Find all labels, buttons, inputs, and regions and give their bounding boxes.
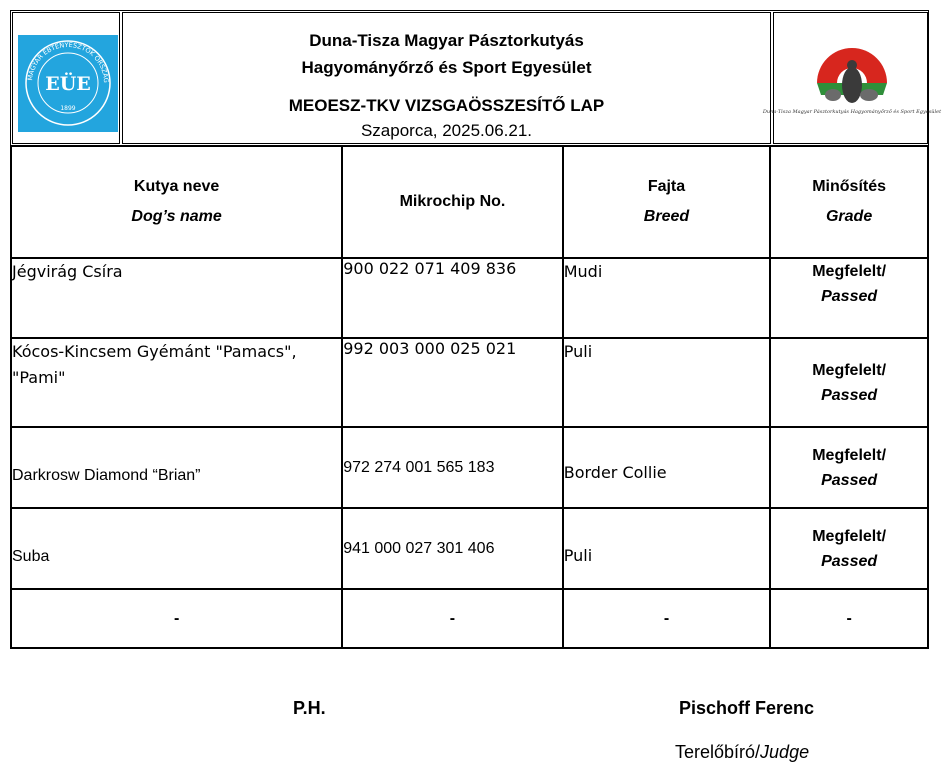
grade-cell: Megfelelt/ Passed [770, 258, 928, 338]
table-row [11, 589, 928, 648]
svg-text:MAGYAR EBTENYÉSZTŐK ORSZÁGOS E: MAGYAR EBTENYÉSZTŐK ORSZÁG [26, 40, 111, 84]
dog-name-cell: - [11, 589, 342, 648]
table-row [11, 338, 928, 427]
column-header-microchip: Mikrochip No. [342, 146, 563, 258]
breed-cell: Border Collie [563, 427, 771, 508]
breed-cell: Puli [563, 508, 771, 589]
grade-cell: Megfelelt/ Passed [770, 338, 928, 427]
microchip-cell: - [342, 589, 563, 648]
meoesz-logo [18, 35, 118, 132]
document-header [10, 10, 942, 146]
table-header-row [11, 146, 928, 258]
dog-name-cell: Darkrosw Diamond “Brian” [11, 427, 342, 508]
dog-name-cell: Suba [11, 508, 342, 589]
svg-text:Duna-Tisza Magyar Pásztorkutyá: Duna-Tisza Magyar Pásztorkutyás Hagyományőrző és Sport Egyesület [762, 109, 942, 115]
organization-name-line2: Hagyományőrző és Sport Egyesület [301, 58, 592, 77]
dog-name-cell: Jégvirág Csíra [11, 258, 342, 338]
table-row [11, 258, 928, 338]
organization-name-line1: Duna-Tisza Magyar Pásztorkutyás [309, 31, 584, 50]
breed-cell: Mudi [563, 258, 771, 338]
stamp-placeholder: P.H. [293, 698, 326, 718]
header-title-cell [122, 12, 771, 144]
document-title: MEOESZ-TKV VIZSGAÖSSZESÍTŐ LAP [288, 96, 605, 115]
microchip-cell: 992 003 000 025 021 [342, 338, 563, 427]
breed-cell: Puli [563, 338, 771, 427]
exam-results-table [10, 145, 929, 649]
judge-role: Terelőbíró/Judge [675, 742, 810, 762]
table-row [11, 427, 928, 508]
svg-text:1899: 1899 [60, 105, 76, 112]
place-date: Szaporca, 2025.06.21. [360, 121, 533, 140]
club-logo [762, 43, 942, 123]
grade-cell: - [770, 589, 928, 648]
grade-cell: Megfelelt/ Passed [770, 427, 928, 508]
column-header-grade: Minősítés Grade [770, 146, 928, 258]
column-header-dog-name: Kutya neve Dog’s name [11, 146, 342, 258]
svg-text:EÜE: EÜE [45, 73, 91, 95]
left-logo-cell [12, 12, 120, 144]
microchip-cell: 941 000 027 301 406 [342, 508, 563, 589]
microchip-cell: 972 274 001 565 183 [342, 427, 563, 508]
judge-name: Pischoff Ferenc [679, 698, 815, 718]
dog-name-cell: Kócos-Kincsem Gyémánt "Pamacs", "Pami" [11, 338, 342, 427]
grade-cell: Megfelelt/ Passed [770, 508, 928, 589]
table-row [11, 508, 928, 589]
column-header-breed: Fajta Breed [563, 146, 771, 258]
microchip-cell: 900 022 071 409 836 [342, 258, 563, 338]
right-logo-cell [762, 12, 942, 144]
breed-cell: - [563, 589, 771, 648]
